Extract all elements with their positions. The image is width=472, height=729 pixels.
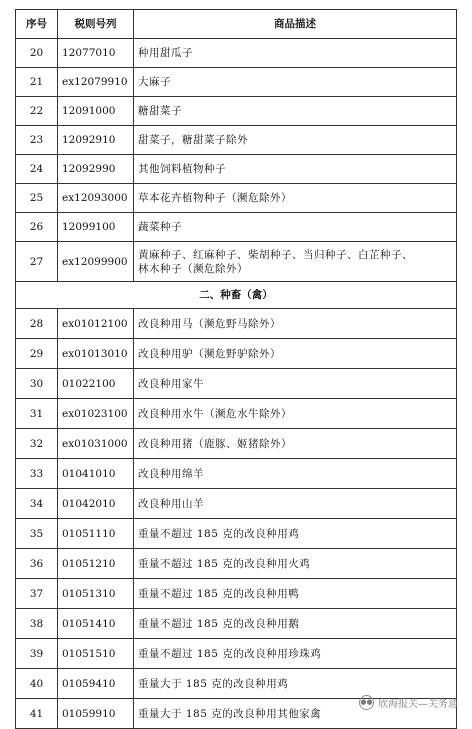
table-row <box>16 609 457 639</box>
row-no: 34 <box>16 489 58 519</box>
row-desc: 重量大于 185 克的改良种用其他家禽 <box>134 699 457 729</box>
table-row <box>16 489 457 519</box>
row-code: ex12099900 <box>58 242 134 282</box>
table-row <box>16 549 457 579</box>
row-desc: 改良种用水牛（濒危水牛除外） <box>134 399 457 429</box>
header-desc: 商品描述 <box>134 10 457 39</box>
row-no: 35 <box>16 519 58 549</box>
row-desc: 改良种用绵羊 <box>134 459 457 489</box>
row-no: 28 <box>16 309 58 339</box>
row-desc <box>134 242 457 282</box>
row-no: 21 <box>16 68 58 97</box>
table-row <box>16 399 457 429</box>
row-desc: 改良种用家牛 <box>134 369 457 399</box>
row-no: 30 <box>16 369 58 399</box>
header-no: 序号 <box>16 10 58 39</box>
table-row <box>16 68 457 97</box>
row-code: ex01031000 <box>58 429 134 459</box>
row-desc: 其他饲料植物种子 <box>134 155 457 184</box>
row-desc: 种用甜瓜子 <box>134 39 457 68</box>
table-header-row <box>16 10 457 39</box>
tariff-table <box>15 9 457 729</box>
row-no: 25 <box>16 184 58 213</box>
row-desc-line: 林木种子（濒危除外） <box>138 262 248 275</box>
row-code: 01059910 <box>58 699 134 729</box>
row-no: 36 <box>16 549 58 579</box>
row-desc: 甜菜子，糖甜菜子除外 <box>134 126 457 155</box>
table-row <box>16 459 457 489</box>
row-no: 20 <box>16 39 58 68</box>
header-code: 税则号列 <box>58 10 134 39</box>
row-code: 01051210 <box>58 549 134 579</box>
row-desc: 改良种用驴（濒危野驴除外） <box>134 339 457 369</box>
table-row <box>16 184 457 213</box>
table-row <box>16 339 457 369</box>
table-row <box>16 213 457 242</box>
row-code: ex01012100 <box>58 309 134 339</box>
row-code: 12092990 <box>58 155 134 184</box>
table-row <box>16 155 457 184</box>
table-row <box>16 126 457 155</box>
section-row <box>16 282 457 309</box>
row-code: 01051410 <box>58 609 134 639</box>
row-desc: 草本花卉植物种子（濒危除外） <box>134 184 457 213</box>
row-code: ex01013010 <box>58 339 134 369</box>
row-code: ex01023100 <box>58 399 134 429</box>
row-no: 27 <box>16 242 58 282</box>
table-row <box>16 429 457 459</box>
table-row <box>16 669 457 699</box>
section-title: 二、种畜（禽） <box>16 282 457 309</box>
row-code: 12091000 <box>58 97 134 126</box>
row-desc: 大麻子 <box>134 68 457 97</box>
row-code: 12077010 <box>58 39 134 68</box>
row-code: ex12079910 <box>58 68 134 97</box>
table-row <box>16 579 457 609</box>
row-no: 41 <box>16 699 58 729</box>
row-code: 01042010 <box>58 489 134 519</box>
row-code: 12099100 <box>58 213 134 242</box>
table-row <box>16 242 457 282</box>
watermark-text: 欣海报关—关务通 <box>378 699 458 710</box>
row-desc: 改良种用猪（鹿豚、姬猪除外） <box>134 429 457 459</box>
table-row <box>16 309 457 339</box>
row-code: 12092910 <box>58 126 134 155</box>
row-no: 26 <box>16 213 58 242</box>
table-row <box>16 639 457 669</box>
row-no: 24 <box>16 155 58 184</box>
row-desc: 改良种用马（濒危野马除外） <box>134 309 457 339</box>
row-desc-line: 黄麻种子、红麻种子、柴胡种子、当归种子、白芷种子、 <box>138 248 413 261</box>
row-desc: 重量不超过 185 克的改良种用珍珠鸡 <box>134 639 457 669</box>
row-no: 22 <box>16 97 58 126</box>
wechat-icon: ●● <box>359 695 374 710</box>
row-no: 38 <box>16 609 58 639</box>
row-no: 32 <box>16 429 58 459</box>
table-row <box>16 369 457 399</box>
table-row <box>16 39 457 68</box>
row-no: 40 <box>16 669 58 699</box>
row-no: 29 <box>16 339 58 369</box>
row-code: 01022100 <box>58 369 134 399</box>
row-code: 01059410 <box>58 669 134 699</box>
row-desc: 重量不超过 185 克的改良种用鸡 <box>134 519 457 549</box>
row-no: 33 <box>16 459 58 489</box>
table-row <box>16 97 457 126</box>
table-row <box>16 519 457 549</box>
row-code: 01051110 <box>58 519 134 549</box>
row-desc: 蔬菜种子 <box>134 213 457 242</box>
row-desc: 重量大于 185 克的改良种用鸡 <box>134 669 457 699</box>
row-desc: 重量不超过 185 克的改良种用火鸡 <box>134 549 457 579</box>
row-no: 23 <box>16 126 58 155</box>
row-desc: 重量不超过 185 克的改良种用鹅 <box>134 609 457 639</box>
row-desc: 重量不超过 185 克的改良种用鸭 <box>134 579 457 609</box>
row-no: 31 <box>16 399 58 429</box>
row-no: 37 <box>16 579 58 609</box>
row-desc: 改良种用山羊 <box>134 489 457 519</box>
row-code: 01051310 <box>58 579 134 609</box>
watermark <box>359 695 458 710</box>
row-code: ex12093000 <box>58 184 134 213</box>
row-code: 01041010 <box>58 459 134 489</box>
row-code: 01051510 <box>58 639 134 669</box>
row-no: 39 <box>16 639 58 669</box>
row-desc: 糖甜菜子 <box>134 97 457 126</box>
